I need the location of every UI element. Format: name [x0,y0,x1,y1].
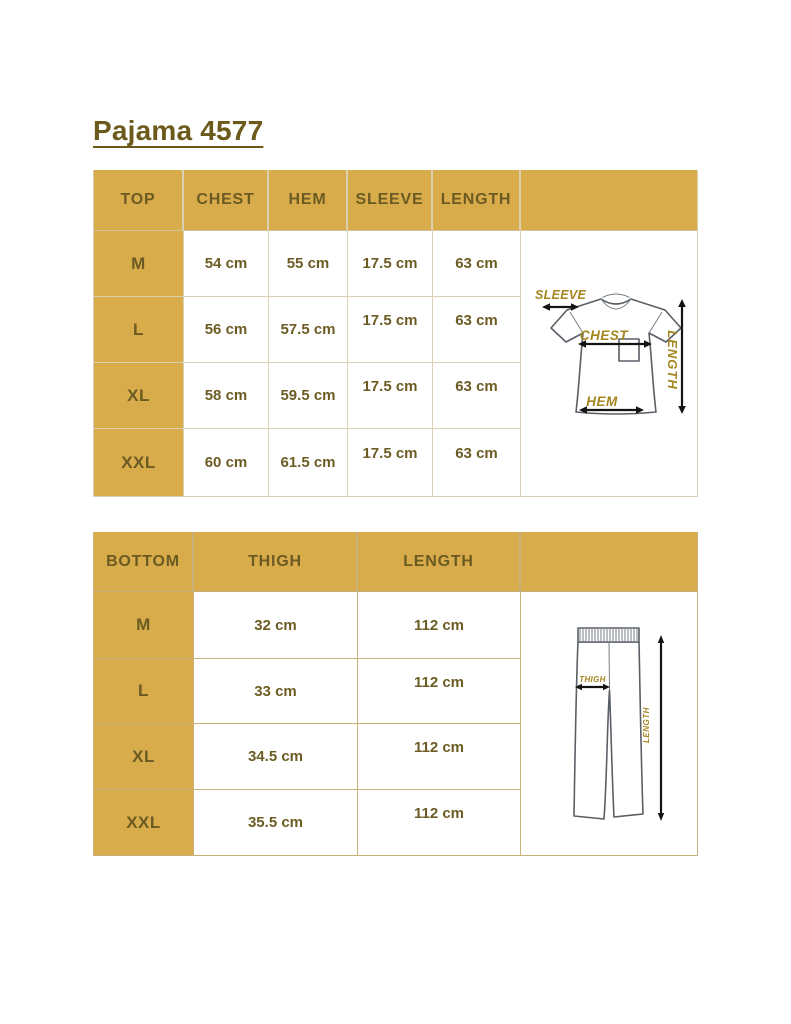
value-cell-sleeve-m: 17.5 cm [348,231,433,297]
column-header-thigh: THIGH [194,532,358,592]
size-cell-l: L [94,297,184,363]
size-cell-xxl: XXL [94,429,184,497]
value-cell-thigh-l: 33 cm [194,659,358,724]
value-cell-hem-m: 55 cm [269,231,348,297]
column-header-length: LENGTH [358,532,521,592]
size-cell-l: L [94,659,194,724]
pants-diagram [521,592,698,856]
length-arrow-icon [658,635,664,821]
value-cell-chest-m: 54 cm [184,231,269,297]
value-cell-hem-l: 57.5 cm [269,297,348,363]
page-title: Pajama 4577 [93,115,264,146]
value-cell-length-xl: 112 cm [358,724,521,790]
value-cell-length-xxl: 112 cm [358,790,521,856]
top-size-table [93,170,698,497]
size-cell-xxl: XXL [94,790,194,856]
value-cell-sleeve-xl: 17.5 cm [348,363,433,429]
value-cell-hem-xxl: 61.5 cm [269,429,348,497]
pants-outline [574,628,643,819]
column-header-top: TOP [94,170,184,231]
thigh-measure-label: THIGH [579,675,606,684]
size-cell-m: M [94,592,194,659]
value-cell-hem-xl: 59.5 cm [269,363,348,429]
column-header-bottom: BOTTOM [94,532,194,592]
pants-diagram-cell [521,592,698,856]
value-cell-length-l: 112 cm [358,659,521,724]
column-header-sleeve: SLEEVE [348,170,433,231]
column-header-diagram-spacer [521,170,698,231]
tshirt-diagram-cell [521,231,698,497]
column-header-chest: CHEST [184,170,269,231]
value-cell-length-xxl: 63 cm [433,429,521,497]
value-cell-chest-l: 56 cm [184,297,269,363]
value-cell-length-m: 63 cm [433,231,521,297]
sleeve-measure-label: SLEEVE [535,288,587,302]
value-cell-sleeve-l: 17.5 cm [348,297,433,363]
column-header-length: LENGTH [433,170,521,231]
value-cell-thigh-m: 32 cm [194,592,358,659]
length-measure-label: LENGTH [665,330,680,390]
value-cell-chest-xxl: 60 cm [184,429,269,497]
size-cell-m: M [94,231,184,297]
size-cell-xl: XL [94,724,194,790]
length-measure-label: LENGTH [642,707,651,743]
value-cell-length-xl: 63 cm [433,363,521,429]
pants-waistband [578,628,639,642]
value-cell-length-l: 63 cm [433,297,521,363]
size-cell-xl: XL [94,363,184,429]
column-header-hem: HEM [269,170,348,231]
chest-measure-label: CHEST [579,328,629,343]
value-cell-thigh-xxl: 35.5 cm [194,790,358,856]
bottom-size-table [93,532,698,856]
value-cell-sleeve-xxl: 17.5 cm [348,429,433,497]
value-cell-thigh-xl: 34.5 cm [194,724,358,790]
value-cell-length-m: 112 cm [358,592,521,659]
column-header-diagram-spacer [521,532,698,592]
hem-measure-label: HEM [586,394,618,409]
value-cell-chest-xl: 58 cm [184,363,269,429]
